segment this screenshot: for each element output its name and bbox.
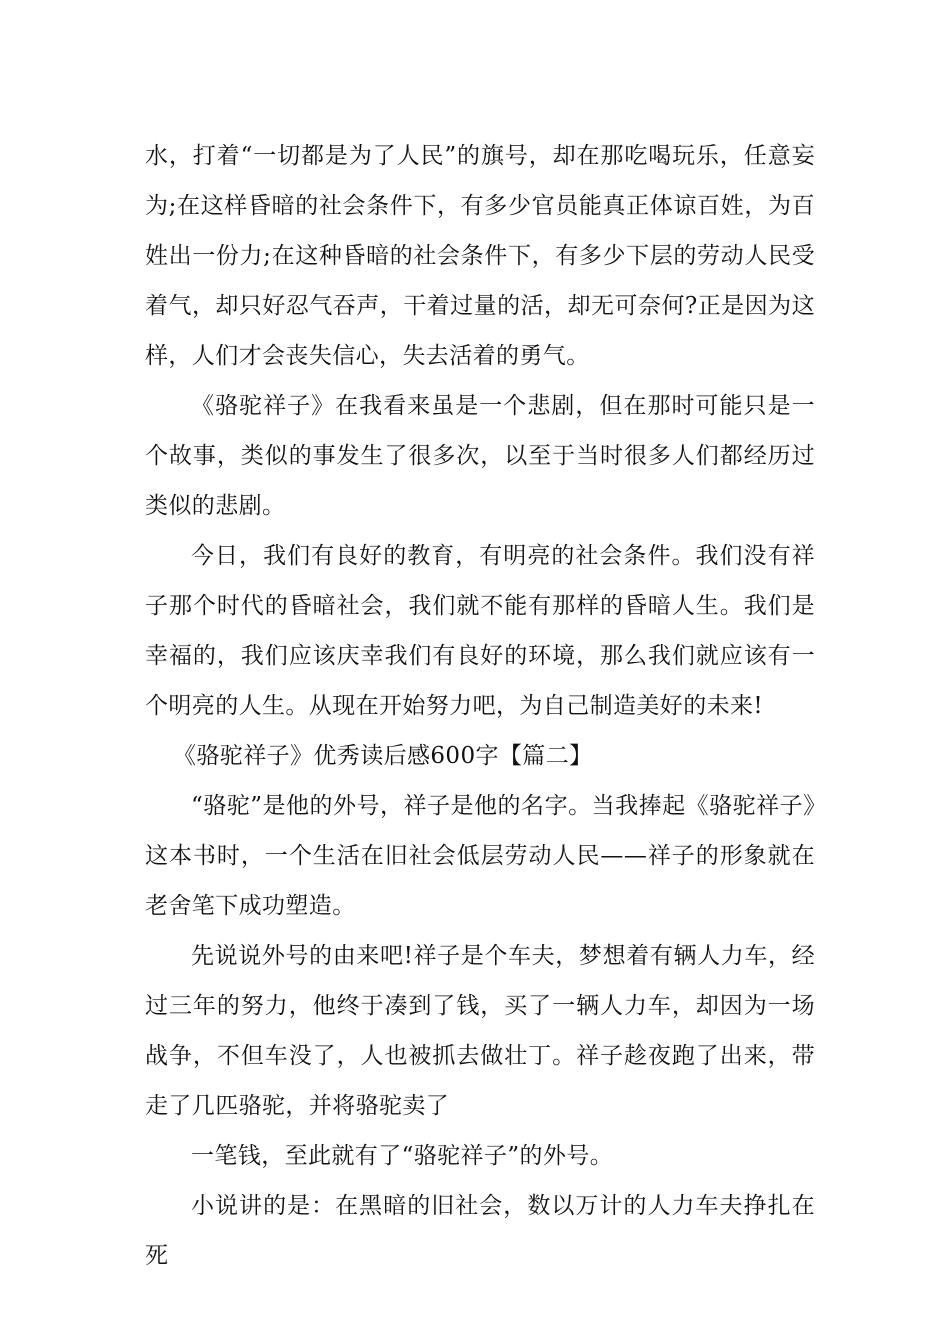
paragraph-tragedy: 《骆驼祥子》在我看来虽是一个悲剧，但在那时可能只是一个故事，类似的事发生了很多次，以至于当时很多人们都经历过类似的悲剧。	[145, 393, 815, 519]
section-heading: 《骆驼祥子》优秀读后感600字【篇二】	[173, 743, 593, 769]
paragraph-today: 今日，我们有良好的教育，有明亮的社会条件。我们没有祥子那个时代的昏暗社会，我们就不能有那样的昏暗人生。我们是幸福的，我们应该庆幸我们有良好的环境，那么我们就应该有一个明亮的人生。从现在开始努力吧，为自己制造美好的未来!	[145, 543, 815, 719]
paragraph-money: 一笔钱，至此就有了“骆驼祥子”的外号。	[191, 1143, 614, 1169]
paragraph-origin: 先说说外号的由来吧!祥子是个车夫，梦想着有辆人力车，经过三年的努力，他终于凑到了钱，买了一辆人力车，却因为一场战争，不但车没了，人也被抓去做壮丁。祥子趁夜跑了出来，带走了几匹骆驼，并将骆驼卖了	[145, 943, 815, 1119]
paragraph-novel: 小说讲的是：在黑暗的旧社会，数以万计的人力车夫挣扎在死	[145, 1193, 815, 1269]
paragraph-continuation: 水，打着“一切都是为了人民”的旗号，却在那吃喝玩乐，任意妄为;在这样昏暗的社会条件下，有多少官员能真正体谅百姓，为百姓出一份力;在这种昏暗的社会条件下，有多少下层的劳动人民受着气，却只好忍气吞声，干着过量的活，却无可奈何?正是因为这样，人们才会丧失信心，失去活着的勇气。	[145, 143, 815, 369]
paragraph-nickname: “骆驼”是他的外号，祥子是他的名字。当我捧起《骆驼祥子》这本书时，一个生活在旧社会低层劳动人民——祥子的形象就在老舍笔下成功塑造。	[145, 793, 815, 919]
document-body	[145, 131, 815, 1281]
